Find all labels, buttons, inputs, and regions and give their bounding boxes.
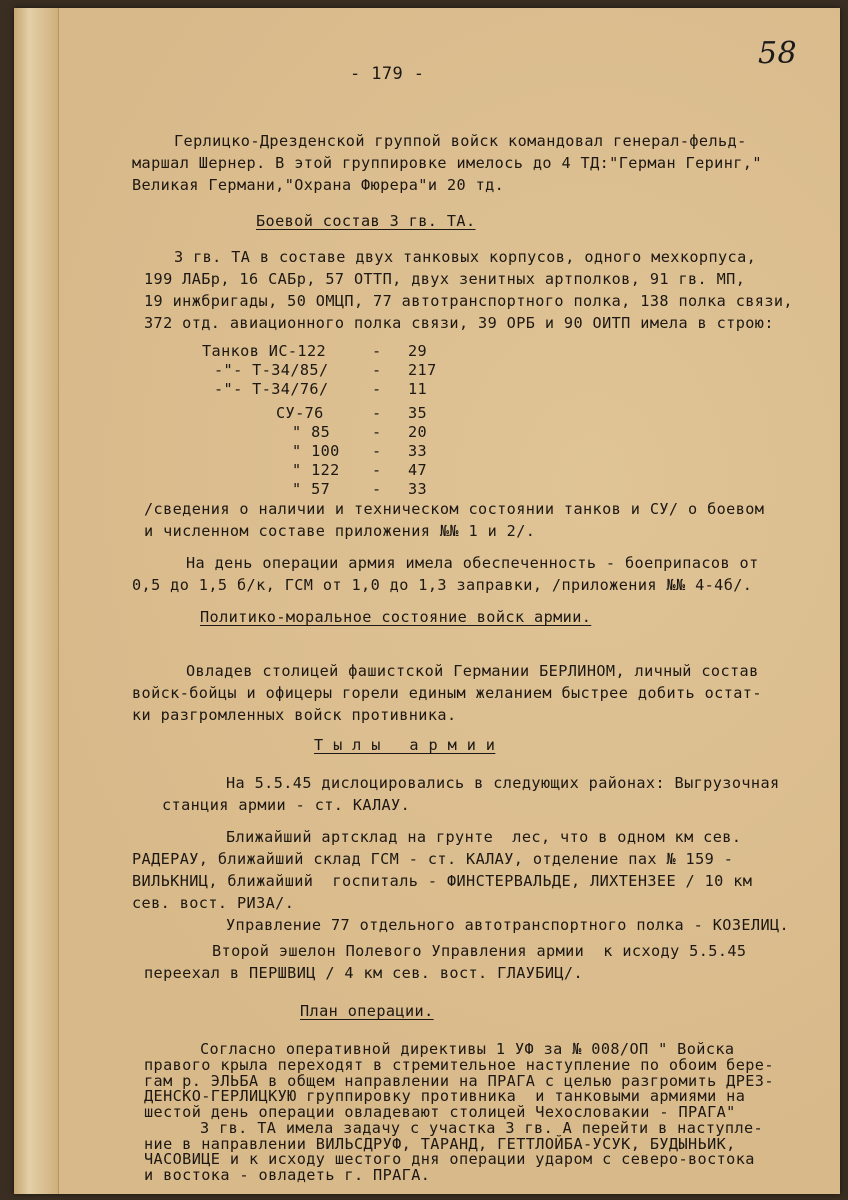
tank-dash: - xyxy=(372,380,382,398)
paragraph-line: гам р. ЭЛЬБА в общем направлении на ПРАГА с целью разгромить ДРЕЗ- xyxy=(144,1072,774,1090)
su-type-label: СУ-76 xyxy=(276,404,324,422)
su-count: 47 xyxy=(408,461,428,479)
su-dash: - xyxy=(372,442,382,460)
intro-line: Герлицко-Дрезденской группой войск командовал генерал-фельд- xyxy=(174,132,747,150)
section-heading-morale: Политико-моральное состояние войск армии. xyxy=(200,608,592,626)
paragraph-line: ки разгромленных войск противника. xyxy=(132,706,457,724)
section-heading-plan: План операции. xyxy=(300,1002,434,1020)
paragraph-line: 372 отд. авиационного полка связи, 39 ОРБ и 90 ОИТП имела в строю: xyxy=(144,314,774,332)
su-type-label: " 57 xyxy=(292,480,331,498)
paragraph-line: правого крыла переходят в стремительное наступление по обоим бере- xyxy=(144,1056,774,1074)
paragraph-line: Второй эшелон Полевого Управления армии к исходу 5.5.45 xyxy=(212,942,747,960)
paragraph-line: ДЕНСКО-ГЕРЛИЦКУЮ группировку противника и танковыми армиями на xyxy=(144,1087,746,1105)
su-dash: - xyxy=(372,404,382,422)
su-dash: - xyxy=(372,423,382,441)
su-count: 35 xyxy=(408,404,428,422)
tank-count: 11 xyxy=(408,380,428,398)
tank-dash: - xyxy=(372,361,382,379)
paragraph-line: 3 гв. ТА в составе двух танковых корпусов, одного мехкорпуса, xyxy=(174,248,757,266)
paragraph-line: Овладев столицей фашистской Германии БЕРЛИНОМ, личный состав xyxy=(186,662,759,680)
paragraph-line: и востока - овладеть г. ПРАГА. xyxy=(144,1166,431,1184)
paragraph-line: станция армии - ст. КАЛАУ. xyxy=(162,796,411,814)
document-text xyxy=(14,8,840,1194)
intro-line: маршал Шернер. В этой группировке имелось до 4 ТД:"Герман Геринг," xyxy=(132,154,762,172)
su-count: 33 xyxy=(408,442,428,460)
paragraph-line: ВИЛЬКНИЦ, ближайший госпиталь - ФИНСТЕРВАЛЬДЕ, ЛИХТЕНЗЕЕ / 10 км xyxy=(132,872,753,890)
paragraph-line: переехал в ПЕРШВИЦ / 4 км сев. вост. ГЛАУБИЦ/. xyxy=(144,964,584,982)
tank-type-label: -"- Т-34/85/ xyxy=(214,361,329,379)
paragraph-line: 3 гв. ТА имела задачу с участка 3 гв. А перейти в наступле- xyxy=(200,1119,764,1137)
supply-line: 0,5 до 1,5 б/к, ГСМ от 1,0 до 1,3 заправки, /приложения №№ 4-4б/. xyxy=(132,576,753,594)
note-line: /сведения о наличии и техническом состоянии танков и СУ/ о боевом xyxy=(144,500,765,518)
archive-number: 58 xyxy=(758,36,797,71)
tank-count: 217 xyxy=(408,361,437,379)
note-line: и численном составе приложения №№ 1 и 2/. xyxy=(144,522,536,540)
section-heading-combat-composition: Боевой состав 3 гв. ТА. xyxy=(256,212,476,230)
su-type-label: " 85 xyxy=(292,423,331,441)
paragraph-line: Управление 77 отдельного автотранспортного полка - КОЗЕЛИЦ. xyxy=(226,916,790,934)
tank-type-label: -"- Т-34/76/ xyxy=(214,380,329,398)
su-dash: - xyxy=(372,461,382,479)
su-dash: - xyxy=(372,480,382,498)
paragraph-line: сев. вост. РИЗА/. xyxy=(132,894,295,912)
su-type-label: " 100 xyxy=(292,442,340,460)
paragraph-line: РАДЕРАУ, ближайший склад ГСМ - ст. КАЛАУ, отделение пах № 159 - xyxy=(132,850,734,868)
su-count: 33 xyxy=(408,480,428,498)
paragraph-line: Согласно оперативной директивы 1 УФ за № 008/ОП " Войска xyxy=(200,1040,735,1058)
paragraph-line: войск-бойцы и офицеры горели единым желанием быстрее добить остат- xyxy=(132,684,762,702)
section-heading-rear: Т ы л ы а р м и и xyxy=(314,736,496,754)
supply-line: На день операции армия имела обеспеченность - боеприпасов от xyxy=(186,554,759,572)
tank-count: 29 xyxy=(408,342,428,360)
tank-type-label: Танков ИС-122 xyxy=(202,342,327,360)
su-count: 20 xyxy=(408,423,428,441)
paragraph-line: Ближайший артсклад на грунте лес, что в одном км сев. xyxy=(226,828,742,846)
intro-line: Великая Германи,"Охрана Фюрера"и 20 тд. xyxy=(132,176,505,194)
su-type-label: " 122 xyxy=(292,461,340,479)
paragraph-line: 19 инжбригады, 50 ОМЦП, 77 автотранспортного полка, 138 полка связи, xyxy=(144,292,793,310)
page-number: - 179 - xyxy=(350,64,425,84)
document-page xyxy=(14,8,840,1194)
paragraph-line: шестой день операции овладевают столицей Чехословакии - ПРАГА" xyxy=(144,1103,736,1121)
paragraph-line: ние в направлении ВИЛЬСДРУФ, ТАРАНД, ГЕТТЛОЙБА-УСУК, БУДЫНЬИК, xyxy=(144,1135,736,1153)
paragraph-line: ЧАСОВИЦЕ и к исходу шестого дня операции ударом с северо-востока xyxy=(144,1150,755,1168)
paragraph-line: 199 ЛАБр, 16 САБр, 57 ОТТП, двух зенитных артполков, 91 гв. МП, xyxy=(144,270,746,288)
paragraph-line: На 5.5.45 дислоцировались в следующих районах: Выгрузочная xyxy=(226,774,780,792)
tank-dash: - xyxy=(372,342,382,360)
